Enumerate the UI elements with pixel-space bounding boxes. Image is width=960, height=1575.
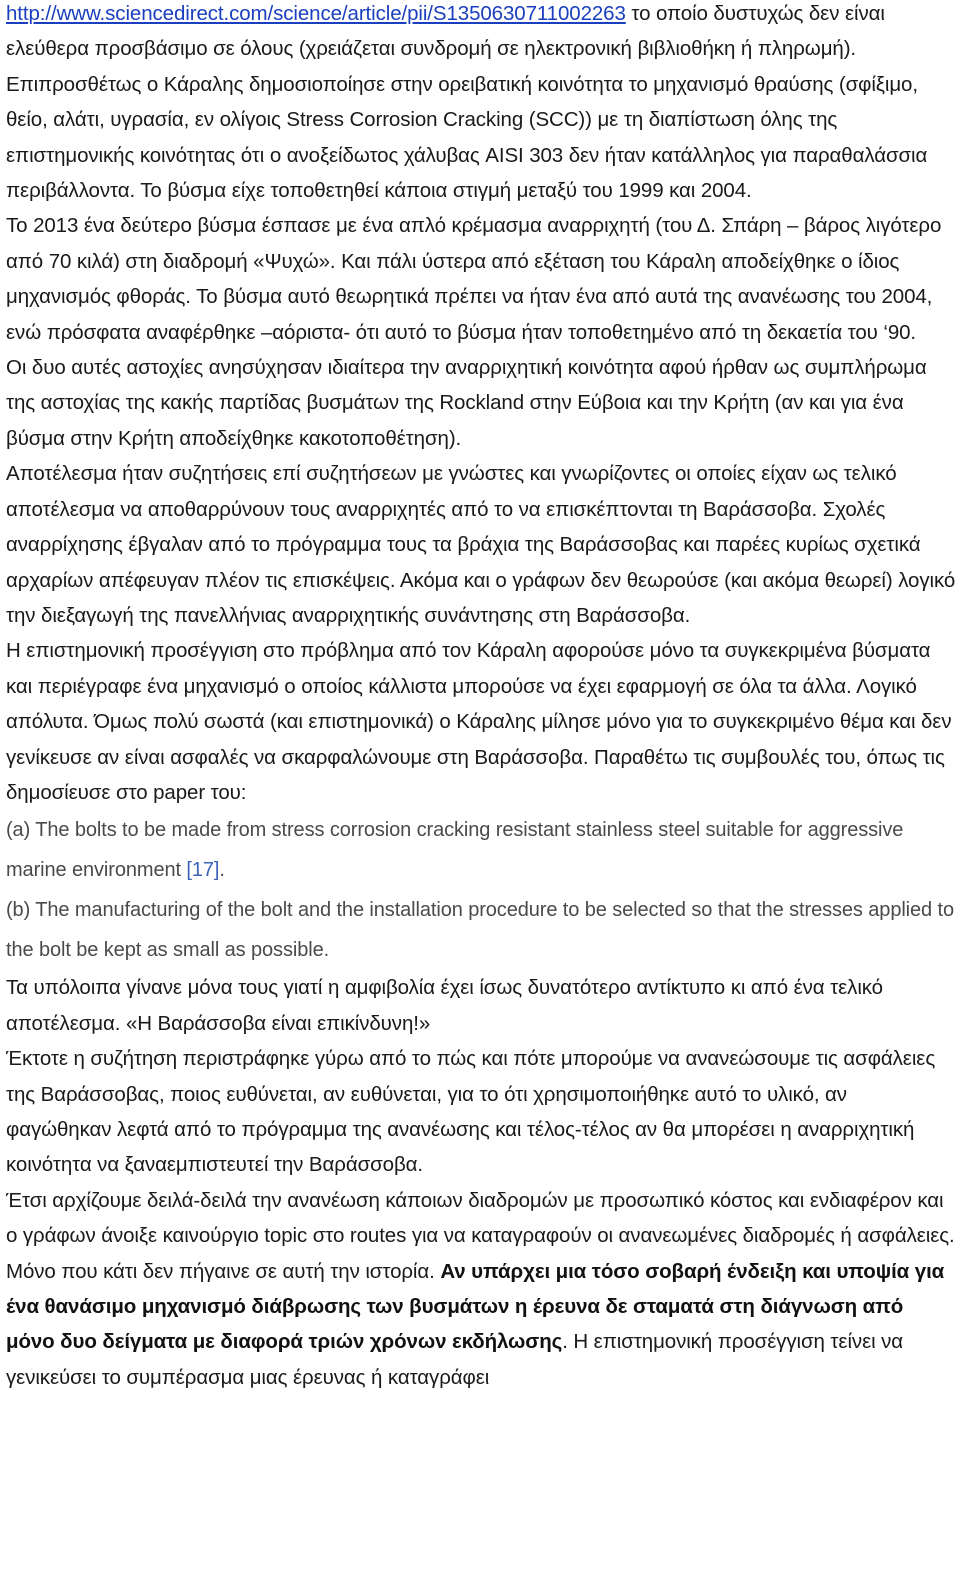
conclusion-bold: Αν υπάρχει μια τόσο σοβαρή ένδειξη και υποψία για ένα θανάσιμο μηχανισμό διάβρωσης των βυσμάτων η έρευνα δε σταματά στη διάγνωση από μόνο δυο δείγματα με διαφορά τριών χρόνων εκδήλωσης <box>6 1259 945 1354</box>
paragraph-since-then: Έκτοτε η συζήτηση περιστράφηκε γύρω από το πώς και πότε μπορούμε να ανανεώσουμε τις ασφάλειες της Βαράσσοβας, ποιος ευθύνεται, αν ευθύνεται, για το ότι χρησιμοποιήθηκε αυτό το υλικό, αν φαγώθηκαν λεφτά από το πρόγραμμα της ανανέωσης και τέλος-τέλος αν θα μπορέσει η αναρριχητική κοινότητα να ξαναεμπιστευτεί την Βαράσσοβα. <box>6 1047 936 1177</box>
conclusion-start: Μόνο που κάτι δεν πήγαινε σε αυτή την ιστορία. <box>6 1259 441 1283</box>
article-link[interactable]: http://www.sciencedirect.com/science/article/pii/S1350630711002263 <box>6 2 626 25</box>
paragraph-scientific-approach: Η επιστημονική προσέγγιση στο πρόβλημα από τον Κάραλη αφορούσε μόνο τα συγκεκριμένα βύσματα και περιέγραφε ένα μηχανισμό ο οποίος κάλλιστα μπορούσε να έχει εφαρμογή σε όλα τα άλλα. Λογικό απόλυτα. Όμως πολύ σωστά (και επιστημονικά) ο Κάραλης μίλησε μόνο για το συγκεκριμένο θέμα και δεν γενίκευσε αν είναι ασφαλές να σκαρφαλώνουμε στη Βαράσσοβα. Παραθέτω τις συμβουλές του, όπως τις δημοσίευσε στο paper του: <box>6 639 952 804</box>
conclusion-end: . Η επιστημονική προσέγγιση τείνει να γενικεύσει το συμπέρασμα μιας έρευνας ή καταγράφει <box>6 1330 904 1389</box>
document-page <box>6 0 956 1395</box>
quote-a-end: . <box>219 859 225 882</box>
intro-paragraph <box>6 0 956 208</box>
paragraph-renewal: Έτσι αρχίζουμε δειλά-δειλά την ανανέωση κάποιων διαδρομών με προσωπικό κόστος και ενδιαφέρον και ο γράφων άνοιξε καινούργιο topic στο routes για να καταγραφούν οι ανανεωμένες διαδρομές ή ασφάλειες. <box>6 1188 955 1248</box>
quote-a-text: (a) The bolts to be made from stress corrosion cracking resistant stainless steel suitable for aggressive marine environment <box>6 819 904 882</box>
quote-a <box>6 810 956 890</box>
paragraph-discussions: Αποτέλεσμα ήταν συζητήσεις επί συζητήσεων με γνώστες και γνωρίζοντες οι οποίες είχαν ως τελικό αποτέλεσμα να αποθαρρύνουν τους αναρριχητές από το να επισκέπτονται τη Βαράσσοβα. Σχολές αναρρίχησης έβγαλαν από το πρόγραμμα τους τα βράχια της Βαράσσοβας και παρέες κυρίως σχετικά αρχαρίων απέφευγαν πλέον τις επισκέψεις. Ακόμα και ο γράφων δεν θεωρούσε (και ακόμα θεωρεί) λογικό την διεξαγωγή της πανελλήνιας αναρριχητικής συνάντησης στη Βαράσσοβα. <box>6 462 956 627</box>
paragraph-second-bolt: Το 2013 ένα δεύτερο βύσμα έσπασε με ένα απλό κρέμασμα αναρριχητή (του Δ. Σπάρη – βάρος λιγότερο από 70 κιλά) στη διαδρομή «Ψυχώ». Και πάλι ύστερα από εξέταση του Κάραλη αποδείχθηκε ο ίδιος μηχανισμός φθοράς. Το βύσμα αυτό θεωρητικά πρέπει να ήταν ένα από αυτά της ανανέωσης του 2004, ενώ πρόσφατα αναφέρθηκε –αόριστα- ότι αυτό το βύσμα ήταν τοποθετημένο από τη δεκαετία του ‘90. <box>6 214 942 344</box>
quote-b: (b) The manufacturing of the bolt and the installation procedure to be selected so that the stresses applied to the bolt be kept as small as possible. <box>6 899 955 962</box>
paragraph-doubt: Τα υπόλοιπα γίνανε μόνα τους γιατί η αμφιβολία έχει ίσως δυνατότερο αντίκτυπο κι από ένα τελικό αποτέλεσμα. «Η Βαράσσοβα είναι επικίνδυνη!» <box>6 976 883 1035</box>
reference-17: [17] <box>186 859 220 882</box>
intro-text: το οποίο δυστυχώς δεν είναι ελεύθερα προσβάσιμο σε όλους (χρειάζεται συνδρομή σε ηλεκτρονική βιβλιοθήκη ή πληρωμή). Επιπροσθέτως ο Κάραλης δημοσιοποίησε στην ορειβατική κοινότητα το μηχανισμό θραύσης (σφίξιμο, θείο, αλάτι, υγρασία, εν ολίγοις Stress Corrosion Cracking (SCC)) με τη διαπίστωση όλης της επιστημονικής κοινότητας ότι ο ανοξείδωτος χάλυβας AISI 303 δεν ήταν κατάλληλος για παραθαλάσσια περιβάλλοντα. Το βύσμα είχε τοποθετηθεί κάποια στιγμή μεταξύ του 1999 και 2004. <box>6 2 928 203</box>
paragraph-conclusion <box>6 1254 956 1396</box>
paragraph-failures: Οι δυο αυτές αστοχίες ανησύχησαν ιδιαίτερα την αναρριχητική κοινότητα αφού ήρθαν ως συμπλήρωμα της αστοχίας της κακής παρτίδας βυσμάτων της Rockland στην Εύβοια και την Κρήτη (αν και για ένα βύσμα στην Κρήτη αποδείχθηκε κακοτοποθέτηση). <box>6 356 927 450</box>
